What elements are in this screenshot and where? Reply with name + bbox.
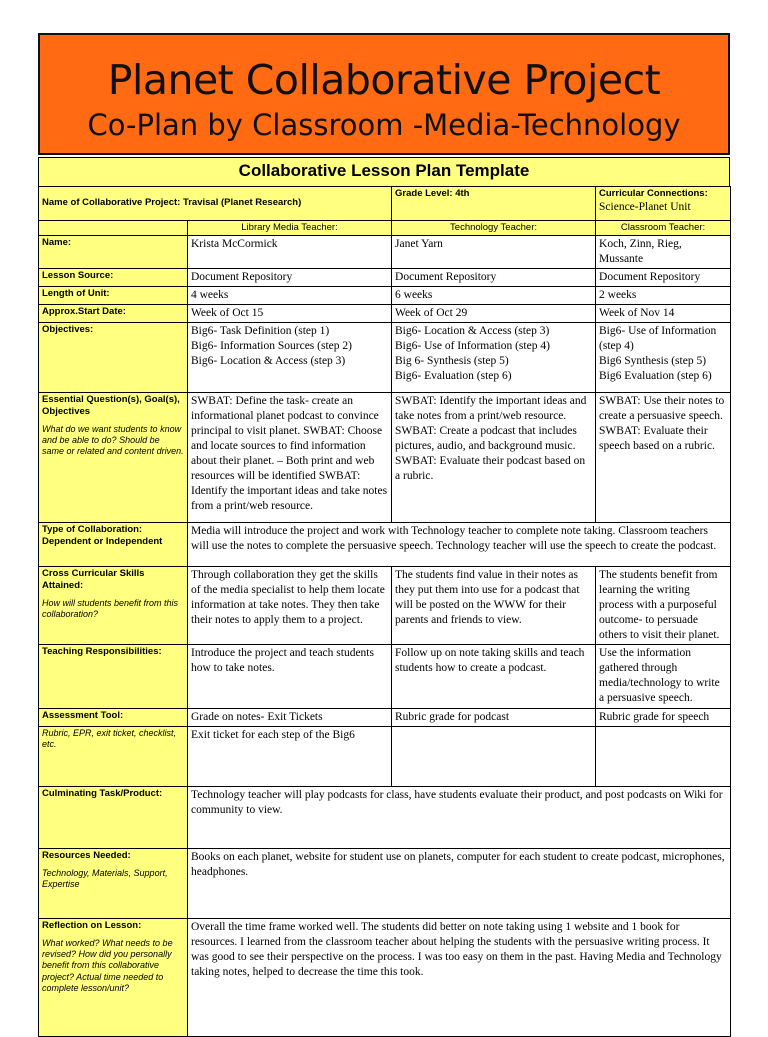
- reflection-row: Reflection on Lesson: What worked? What needs to be revised? How did you personally benefit from this collaborative project? Actual time needed to complete lesson/unit? Overall the time frame worked well. The students did better on note taking using 1 website and 1 book for resources. I learned from the classroom teacher about helping the students with the persuasive writing process. It was good to see their perspective on the process. I was too easy on them in the past. Having Media and Technology taking notes, helped to decrease the time this took.: [39, 918, 731, 1036]
- lesson-source-row: Lesson Source: Document Repository Document Repository Document Repository: [39, 269, 731, 287]
- classroom-header: Classroom Teacher:: [596, 221, 731, 236]
- technology-header: Technology Teacher:: [392, 221, 596, 236]
- objectives-row: Objectives: Big6- Task Definition (step 1) Big6- Information Sources (step 2) Big6- Location & Access (step 3) Big6- Location & Access (step 3) Big6- Use of Information (step 4) Big 6- Synthesis (step 5) Big6- Evaluation (step 6) Big6- Use of Information (step 4) Big6 Synthesis (step 5) Big6 Evaluation (step 6): [39, 323, 731, 393]
- culminating-task-row: Culminating Task/Product: Technology teacher will play podcasts for class, have students evaluate their product, and post podcasts on Wiki for community to view.: [39, 786, 731, 848]
- lesson-plan-sheet: [38, 157, 730, 1037]
- banner-subtitle: Co-Plan by Classroom -Media-Technology: [87, 108, 681, 143]
- assessment-detail-row: Rubric, EPR, exit ticket, checklist, etc. Exit ticket for each step of the Big6: [39, 726, 731, 786]
- assessment-row: Assessment Tool: Grade on notes- Exit Tickets Rubric grade for podcast Rubric grade for speech: [39, 709, 731, 727]
- project-name: Name of Collaborative Project: Travisal (Planet Research): [39, 187, 392, 221]
- name-row: Name: Krista McCormick Janet Yarn Koch, Zinn, Rieg, Mussante: [39, 236, 731, 269]
- title-banner: [38, 33, 730, 155]
- length-row: Length of Unit: 4 weeks 6 weeks 2 weeks: [39, 287, 731, 305]
- grade-level: Grade Level: 4th: [392, 187, 596, 221]
- start-date-row: Approx.Start Date: Week of Oct 15 Week of Oct 29 Week of Nov 14: [39, 305, 731, 323]
- banner-title: Planet Collaborative Project: [107, 56, 661, 104]
- essential-questions-row: Essential Question(s), Goal(s), Objectives What do we want students to know and be able to do? Should be same or related and content driven. SWBAT: Define the task- create an informational planet podcast to convince principal to visit planet. SWBAT: Choose and locate sources to find information about their planet. – Both print and web resources will be identified SWBAT: Identify the important ideas and take notes from a print/web resource. SWBAT: Identify the important ideas and take notes from a print/web resource. SWBAT: Create a podcast that includes pictures, audio, and background music. SWBAT: Evaluate their podcast based on a rubric. SWBAT: Use their notes to create a persuasive speech. SWBAT: Evaluate their speech based on a rubric.: [39, 393, 731, 523]
- lesson-plan-table: [38, 186, 731, 1037]
- cross-curricular-row: Cross Curricular Skills Attained: How will students benefit from this collaboration? Through collaboration they get the skills of the media specialist to help them locate information at take notes. They then take their notes to apply them to a project. The students find value in their notes as they put them into use for a podcast that will be posted on the WWW for their parents and friends to view. The students benefit from learning the writing process with a purposeful outcome- to persuade others to visit their planet.: [39, 567, 731, 645]
- library-header: Library Media Teacher:: [188, 221, 392, 236]
- collaboration-type-row: Type of Collaboration: Dependent or Independent Media will introduce the project and work with Technology teacher to complete note taking. Classroom teachers will use the notes to complete the persuasive speech. Technology teacher will use the speech to create the podcast.: [39, 523, 731, 567]
- resources-row: Resources Needed: Technology, Materials, Support, Expertise Books on each planet, website for student use on planets, computer for each student to create podcast, microphones, headphones.: [39, 848, 731, 918]
- project-row: [39, 187, 731, 221]
- teacher-header-row: [39, 221, 731, 236]
- teaching-responsibilities-row: Teaching Responsibilities: Introduce the project and teach students how to take notes. Follow up on note taking skills and teach students how to create a podcast. Use the information gathered through media/technology to write a persuasive speech.: [39, 645, 731, 709]
- template-title: Collaborative Lesson Plan Template: [38, 157, 730, 186]
- curricular-connections: Curricular Connections: Science-Planet Unit: [596, 187, 731, 221]
